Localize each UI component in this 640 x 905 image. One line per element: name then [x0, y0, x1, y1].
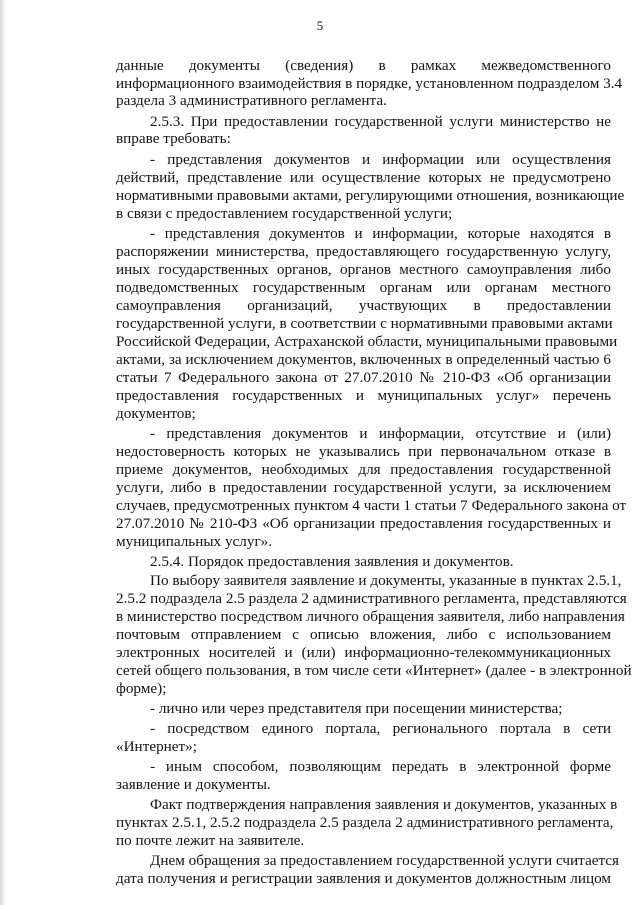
text-line: в связи с предоставлением государственной услуги; — [116, 205, 453, 222]
text-line: «Интернет»; — [116, 738, 197, 755]
text-line: недостоверность которых не указывались при первоначальном отказе в — [116, 443, 611, 460]
text-line: предоставления государственных и муниципальных услуг» перечень — [116, 387, 611, 404]
text-line: - иным способом, позволяющим передать в электронной форме — [150, 758, 611, 775]
text-line: дата получения и регистрации заявления и документов должностным лицом — [116, 870, 611, 887]
section-heading: 2.5.4. Порядок предоставления заявления и документов. — [150, 553, 514, 570]
text-line: раздела 3 административного регламента. — [116, 92, 387, 109]
text-line: Российской Федерации, Астраханской области, муниципальными правовыми — [116, 333, 618, 350]
text-line: данные документы (сведения) в рамках межведомственного — [116, 57, 611, 74]
text-line: статьи 7 Федерального закона от 27.07.2010 № 210-ФЗ «Об организации — [116, 369, 611, 386]
text-line: документов; — [116, 405, 196, 422]
text-line: нормативными правовыми актами, регулирующими отношения, возникающие — [116, 187, 625, 204]
text-line: самоуправления организаций, участвующих в предоставлении — [116, 297, 611, 314]
text-line: иных государственных органов, органов местного самоуправления либо — [116, 261, 611, 278]
text-line: - представления документов и информации, отсутствие и (или) — [150, 425, 611, 442]
text-line: приеме документов, необходимых для предоставления государственной — [116, 461, 611, 478]
text-line: вправе требовать: — [116, 130, 231, 147]
text-line: 2.5.2 подраздела 2.5 раздела 2 административного регламента, представляются — [116, 590, 627, 607]
text-line: актами, за исключением документов, включенных в определенный частью 6 — [116, 351, 611, 368]
text-line: - представления документов и информации или осуществления — [150, 151, 611, 168]
text-line: 2.5.3. При предоставлении государственной услуги министерство не — [150, 113, 611, 130]
text-line: - представления документов и информации, которые находятся в — [150, 225, 611, 242]
text-line: - лично или через представителя при посещении министерства; — [150, 700, 563, 717]
text-line: по почте лежит на заявителе. — [116, 832, 305, 849]
text-line: действий, представление или осуществление которых не предусмотрено — [116, 169, 611, 186]
text-line: электронных носителей и (или) информационно-телекоммуникационных — [116, 644, 611, 661]
page-number: 5 — [316, 18, 324, 33]
text-line: заявление и документы. — [116, 776, 271, 793]
text-line: подведомственных государственным органам или органам местного — [116, 279, 611, 296]
text-line: почтовым отправлением с описью вложения, либо с использованием — [116, 626, 611, 643]
text-line: муниципальных услуг». — [116, 533, 273, 550]
text-line: государственной услуги, в соответствии с нормативными правовыми актами — [116, 315, 613, 332]
text-line: в министерство посредством личного обращения заявителя, либо направления — [116, 608, 625, 625]
text-line: информационного взаимодействия в порядке, установленном подразделом 3.4 — [116, 75, 623, 92]
text-line: По выбору заявителя заявление и документы, указанные в пунктах 2.5.1, — [150, 572, 622, 589]
text-line: случаев, предусмотренных пунктом 4 части 1 статьи 7 Федерального закона от — [116, 497, 627, 514]
text-line: сетей общего пользования, в том числе сети «Интернет» (далее - в электронной — [116, 662, 632, 679]
text-line: пунктах 2.5.1, 2.5.2 подраздела 2.5 раздела 2 административного регламента, — [116, 814, 614, 831]
text-line: Днем обращения за предоставлением государственной услуги считается — [150, 852, 620, 869]
text-line: - посредством единого портала, регионального портала в сети — [150, 720, 611, 737]
text-line: услуги, либо в предоставлении государственной услуги, за исключением — [116, 479, 611, 496]
text-line: форме); — [116, 680, 167, 697]
text-line: 27.07.2010 № 210-ФЗ «Об организации предоставления государственных и — [116, 515, 611, 532]
text-line: распоряжении министерства, предоставляющего государственную услугу, — [116, 243, 611, 260]
text-line: Факт подтверждения направления заявления и документов, указанных в — [150, 796, 618, 813]
